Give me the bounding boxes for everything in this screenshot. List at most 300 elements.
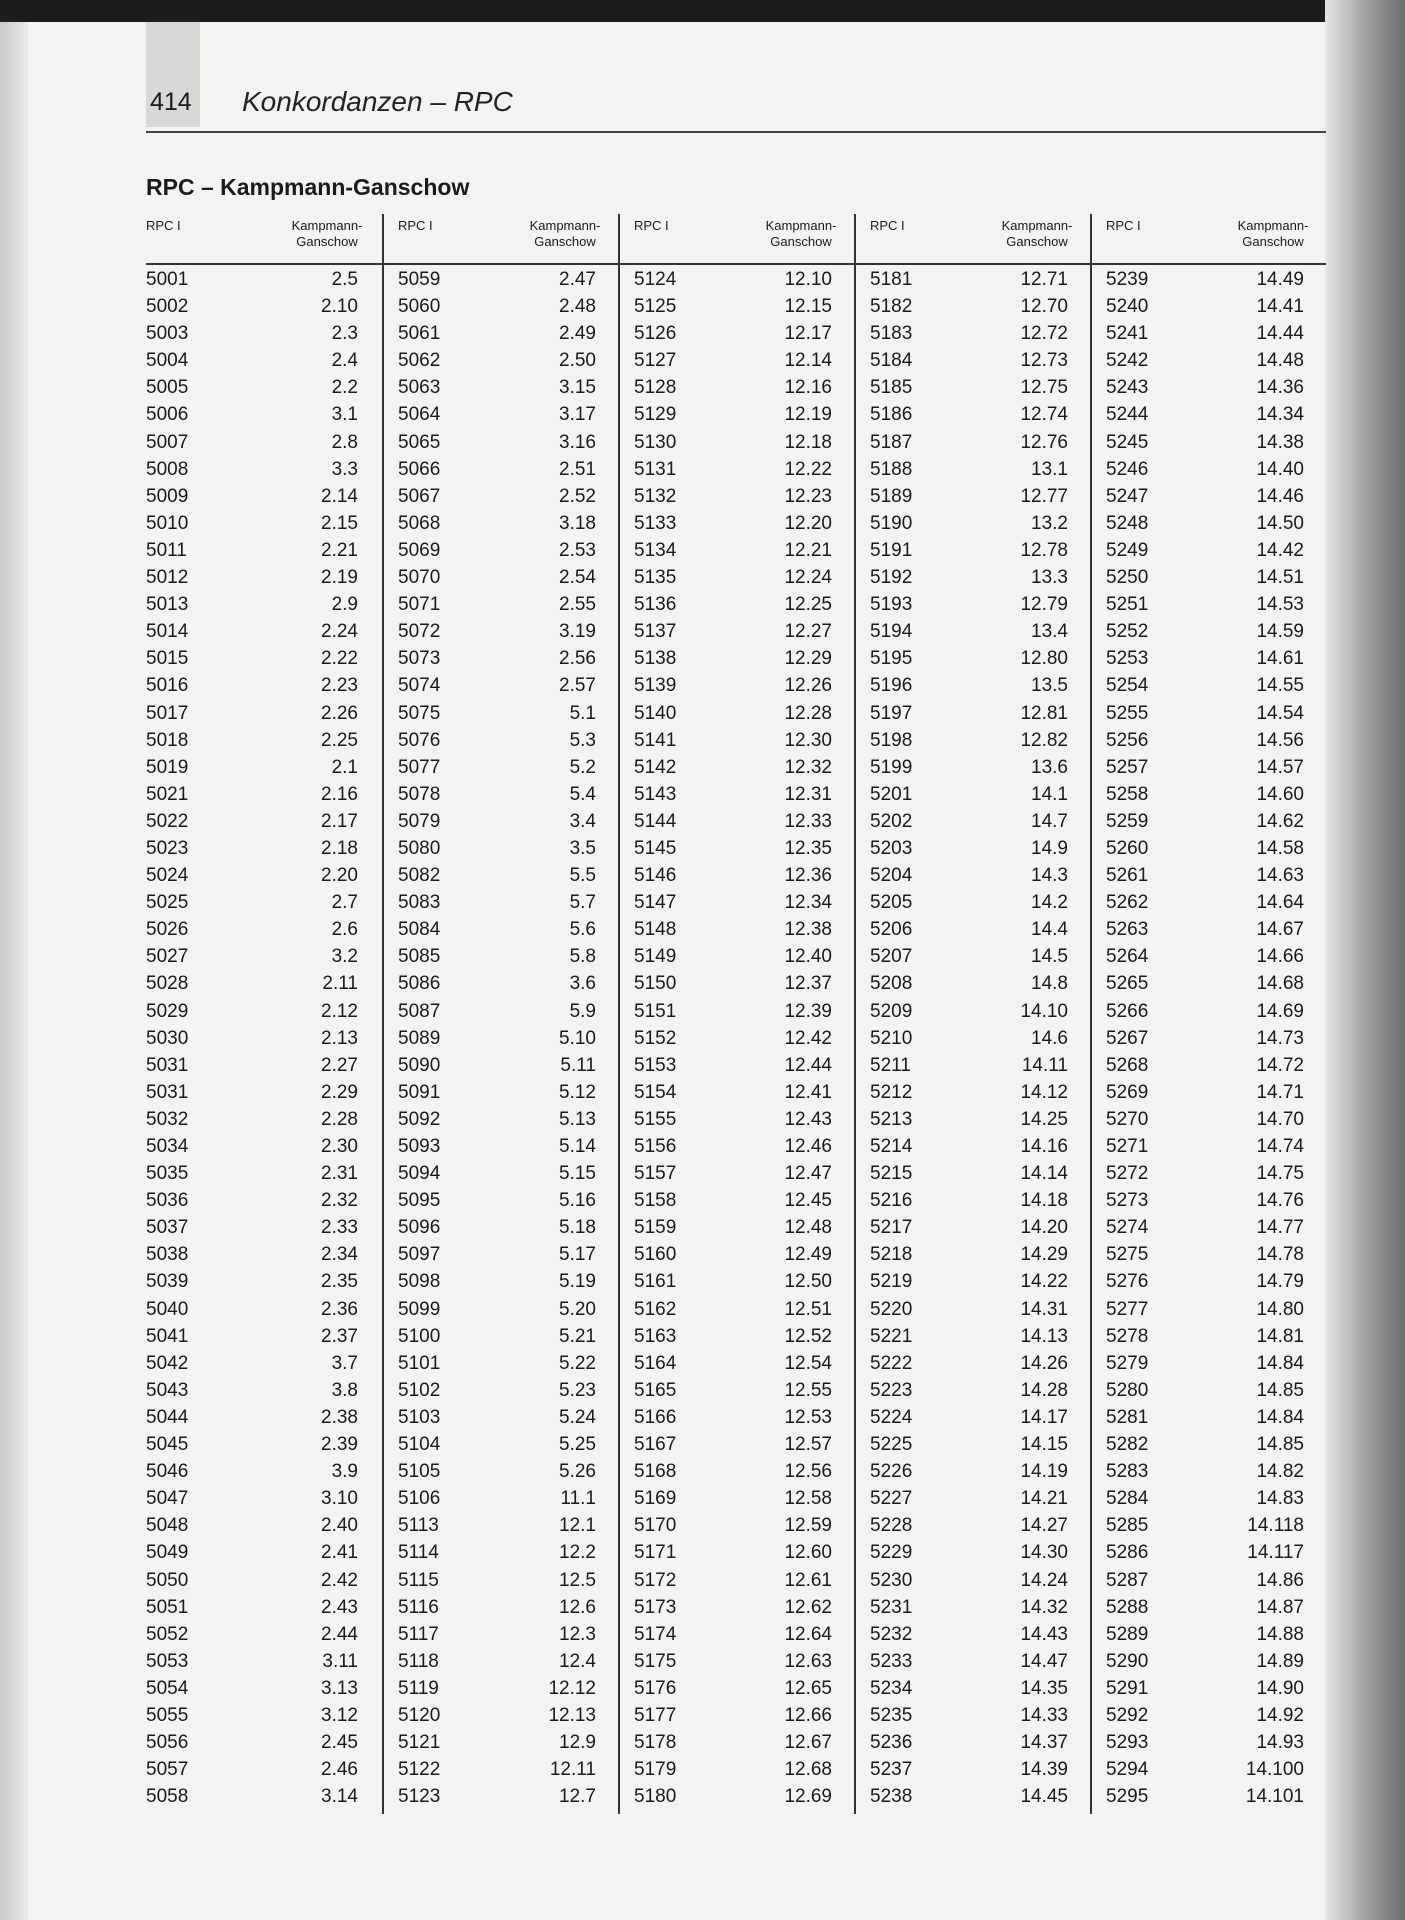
table-row — [620, 1539, 856, 1566]
table-row — [856, 1729, 1092, 1756]
rpc-number: 5168 — [634, 1461, 677, 1483]
table-column — [382, 214, 620, 1814]
table-row — [856, 1404, 1092, 1431]
kg-reference: 14.93 — [1256, 1732, 1304, 1754]
table-row — [146, 1106, 382, 1133]
rpc-number: 5240 — [1106, 296, 1149, 318]
header-kg-label — [272, 218, 382, 250]
rpc-number: 5195 — [870, 648, 913, 670]
kg-reference: 2.39 — [321, 1434, 358, 1456]
table-row — [856, 808, 1092, 835]
kg-reference: 14.34 — [1256, 404, 1304, 426]
kg-reference: 12.64 — [784, 1623, 832, 1645]
rpc-number: 5092 — [398, 1108, 441, 1130]
table-row — [620, 672, 856, 699]
table-row — [1092, 1539, 1328, 1566]
rpc-number: 5075 — [398, 702, 441, 724]
table-row — [1092, 456, 1328, 483]
kg-reference: 14.11 — [1021, 1054, 1068, 1076]
table-row — [146, 1241, 382, 1268]
table-row — [856, 1323, 1092, 1350]
table-row — [146, 889, 382, 916]
book-top-edge — [0, 0, 1405, 22]
kg-reference: 12.10 — [784, 269, 832, 290]
table-row — [620, 862, 856, 889]
table-row — [384, 266, 620, 293]
rpc-number: 5241 — [1106, 323, 1149, 345]
column-header — [1092, 214, 1328, 264]
kg-reference: 12.69 — [784, 1786, 832, 1808]
rpc-number: 5178 — [634, 1732, 677, 1754]
rpc-number: 5267 — [1106, 1027, 1149, 1049]
kg-reference: 12.31 — [784, 783, 832, 805]
table-row — [146, 1404, 382, 1431]
table-row — [146, 1160, 382, 1187]
table-row — [1092, 1431, 1328, 1458]
kg-reference: 12.65 — [784, 1677, 832, 1699]
kg-reference: 14.76 — [1256, 1190, 1304, 1212]
kg-reference: 2.4 — [331, 350, 358, 372]
table-row — [384, 1729, 620, 1756]
table-row — [146, 1025, 382, 1052]
table-row — [146, 347, 382, 374]
rpc-number: 5205 — [870, 892, 913, 914]
rpc-number: 5154 — [634, 1081, 677, 1103]
table-row — [146, 970, 382, 997]
rpc-number: 5053 — [146, 1650, 189, 1672]
table-row — [1092, 1458, 1328, 1485]
kg-reference: 14.92 — [1256, 1704, 1304, 1726]
kg-reference: 2.32 — [321, 1190, 358, 1212]
rpc-number: 5210 — [870, 1027, 913, 1049]
table-row — [384, 564, 620, 591]
kg-reference: 3.4 — [569, 810, 596, 832]
table-row — [1092, 1512, 1328, 1539]
table-row — [146, 591, 382, 618]
rpc-number: 5052 — [146, 1623, 189, 1645]
kg-reference: 14.62 — [1256, 810, 1304, 832]
kg-reference: 5.7 — [569, 892, 596, 914]
rpc-number: 5198 — [870, 729, 913, 751]
table-row — [384, 1594, 620, 1621]
kg-reference: 2.49 — [559, 323, 596, 345]
rpc-number: 5290 — [1106, 1650, 1149, 1672]
header-kg-line2: Ganschow — [770, 234, 832, 249]
table-row — [856, 970, 1092, 997]
table-row — [620, 510, 856, 537]
table-row — [856, 1621, 1092, 1648]
rpc-number: 5185 — [870, 377, 913, 399]
rpc-number: 5072 — [398, 621, 441, 643]
table-row — [620, 1323, 856, 1350]
kg-reference: 14.72 — [1256, 1054, 1304, 1076]
rpc-number: 5032 — [146, 1108, 189, 1130]
kg-reference: 2.29 — [321, 1081, 358, 1103]
rpc-number: 5120 — [398, 1704, 441, 1726]
table-row — [384, 1485, 620, 1512]
kg-reference: 2.30 — [321, 1136, 358, 1157]
table-row — [856, 483, 1092, 510]
kg-reference: 12.67 — [784, 1732, 832, 1754]
header-rpc-label: RPC I — [146, 218, 181, 233]
table-row — [856, 998, 1092, 1025]
kg-reference: 3.2 — [331, 946, 358, 968]
rpc-number: 5229 — [870, 1542, 913, 1564]
table-row — [1092, 537, 1328, 564]
kg-reference: 2.45 — [321, 1732, 358, 1754]
kg-reference: 14.80 — [1256, 1298, 1304, 1320]
rpc-number: 5181 — [870, 269, 913, 290]
kg-reference: 14.84 — [1256, 1406, 1304, 1428]
rpc-number: 5294 — [1106, 1759, 1149, 1781]
kg-reference: 3.7 — [331, 1352, 358, 1374]
table-column — [854, 214, 1092, 1814]
table-row — [620, 591, 856, 618]
column-header — [384, 214, 620, 264]
rpc-number: 5234 — [870, 1677, 913, 1699]
rpc-number: 5206 — [870, 919, 913, 941]
kg-reference: 2.46 — [321, 1759, 358, 1781]
rpc-number: 5104 — [398, 1434, 441, 1456]
kg-reference: 12.52 — [784, 1325, 832, 1347]
kg-reference: 2.24 — [321, 621, 358, 643]
rpc-number: 5246 — [1106, 458, 1149, 480]
table-row — [856, 564, 1092, 591]
table-row — [384, 700, 620, 727]
rpc-number: 5218 — [870, 1244, 913, 1266]
rpc-number: 5121 — [398, 1732, 441, 1754]
table-row — [856, 1702, 1092, 1729]
table-row — [1092, 1106, 1328, 1133]
table-row — [856, 266, 1092, 293]
rpc-number: 5175 — [634, 1650, 677, 1672]
rpc-number: 5050 — [146, 1569, 189, 1591]
kg-reference: 12.18 — [784, 431, 832, 453]
table-row — [620, 781, 856, 808]
kg-reference: 14.61 — [1256, 648, 1304, 670]
table-row — [146, 1133, 382, 1160]
kg-reference: 14.69 — [1256, 1000, 1304, 1022]
kg-reference: 14.53 — [1256, 594, 1304, 616]
kg-reference: 14.13 — [1020, 1325, 1068, 1347]
table-row — [146, 1296, 382, 1323]
kg-reference: 14.89 — [1256, 1650, 1304, 1672]
rpc-number: 5237 — [870, 1759, 913, 1781]
rpc-number: 5146 — [634, 865, 677, 887]
rpc-number: 5005 — [146, 377, 189, 399]
rpc-number: 5202 — [870, 810, 913, 832]
table-row — [384, 537, 620, 564]
running-title: Konkordanzen – RPC — [242, 86, 513, 117]
kg-reference: 12.37 — [784, 973, 832, 995]
kg-reference: 12.82 — [1020, 729, 1068, 751]
kg-reference: 12.27 — [784, 621, 832, 643]
rpc-number: 5085 — [398, 946, 441, 968]
kg-reference: 12.15 — [784, 296, 832, 318]
rpc-number: 5247 — [1106, 485, 1149, 507]
table-row — [384, 943, 620, 970]
rpc-number: 5193 — [870, 594, 913, 616]
kg-reference: 12.7 — [559, 1786, 596, 1808]
kg-reference: 2.56 — [559, 648, 596, 670]
table-row — [856, 1485, 1092, 1512]
rpc-number: 5209 — [870, 1000, 913, 1022]
table-row — [1092, 1350, 1328, 1377]
table-row — [856, 429, 1092, 456]
table-row — [856, 1052, 1092, 1079]
kg-reference: 2.44 — [321, 1623, 358, 1645]
rpc-number: 5233 — [870, 1650, 913, 1672]
header-rule — [146, 131, 1326, 133]
table-row — [856, 591, 1092, 618]
table-row — [1092, 916, 1328, 943]
rpc-number: 5225 — [870, 1434, 913, 1456]
table-row — [856, 1214, 1092, 1241]
rpc-number: 5230 — [870, 1569, 913, 1591]
kg-reference: 12.45 — [784, 1190, 832, 1212]
table-row — [384, 320, 620, 347]
kg-reference: 5.9 — [569, 1000, 596, 1022]
kg-reference: 12.4 — [559, 1650, 596, 1672]
table-row — [1092, 1675, 1328, 1702]
table-row — [146, 1431, 382, 1458]
rpc-number: 5263 — [1106, 919, 1149, 941]
kg-reference: 14.68 — [1256, 973, 1304, 995]
kg-reference: 5.24 — [559, 1406, 596, 1428]
table-column — [618, 214, 856, 1814]
rpc-number: 5068 — [398, 512, 441, 534]
kg-reference: 12.50 — [784, 1271, 832, 1293]
rpc-number: 5054 — [146, 1677, 189, 1699]
table-row — [146, 1052, 382, 1079]
kg-reference: 5.2 — [569, 756, 596, 778]
rpc-number: 5079 — [398, 810, 441, 832]
kg-reference: 13.2 — [1031, 512, 1068, 534]
rpc-number: 5268 — [1106, 1054, 1149, 1076]
table-row — [384, 483, 620, 510]
table-row — [1092, 1783, 1328, 1810]
rpc-number: 5098 — [398, 1271, 441, 1293]
rpc-number: 5189 — [870, 485, 913, 507]
rpc-number: 5061 — [398, 323, 441, 345]
rpc-number: 5019 — [146, 756, 189, 778]
rpc-number: 5029 — [146, 1000, 189, 1022]
kg-reference: 12.25 — [784, 594, 832, 616]
table-row — [1092, 862, 1328, 889]
kg-reference: 14.21 — [1020, 1488, 1068, 1510]
rpc-number: 5126 — [634, 323, 677, 345]
column-rows — [620, 266, 856, 1810]
table-row — [620, 1431, 856, 1458]
table-row — [146, 1675, 382, 1702]
kg-reference: 14.70 — [1256, 1108, 1304, 1130]
rpc-number: 5191 — [870, 539, 913, 561]
rpc-number: 5170 — [634, 1515, 677, 1537]
table-row — [384, 618, 620, 645]
rpc-number: 5171 — [634, 1542, 677, 1564]
kg-reference: 12.68 — [784, 1759, 832, 1781]
rpc-number: 5073 — [398, 648, 441, 670]
rpc-number: 5208 — [870, 973, 913, 995]
kg-reference: 12.49 — [784, 1244, 832, 1266]
table-row — [146, 401, 382, 428]
kg-reference: 14.84 — [1256, 1352, 1304, 1374]
table-row — [1092, 1133, 1328, 1160]
table-row — [856, 1241, 1092, 1268]
kg-reference: 2.51 — [559, 458, 596, 480]
table-row — [856, 1350, 1092, 1377]
table-row — [1092, 1323, 1328, 1350]
rpc-number: 5101 — [398, 1352, 441, 1374]
table-row — [620, 1160, 856, 1187]
rpc-number: 5211 — [870, 1054, 911, 1076]
section-title: RPC – Kampmann-Ganschow — [146, 174, 470, 200]
table-row — [620, 429, 856, 456]
rpc-number: 5105 — [398, 1461, 441, 1483]
table-row — [1092, 1160, 1328, 1187]
kg-reference: 12.32 — [784, 756, 832, 778]
kg-reference: 12.24 — [784, 567, 832, 589]
table-row — [1092, 943, 1328, 970]
kg-reference: 2.52 — [559, 485, 596, 507]
table-row — [384, 998, 620, 1025]
kg-reference: 12.19 — [784, 404, 832, 426]
table-row — [146, 1323, 382, 1350]
kg-reference: 2.57 — [559, 675, 596, 697]
header-rpc-label: RPC I — [870, 218, 905, 233]
kg-reference: 12.48 — [784, 1217, 832, 1239]
rpc-number: 5258 — [1106, 783, 1149, 805]
kg-reference: 14.10 — [1020, 1000, 1068, 1022]
page-header — [146, 84, 1326, 130]
rpc-number: 5163 — [634, 1325, 677, 1347]
table-row — [620, 943, 856, 970]
kg-reference: 14.15 — [1020, 1434, 1068, 1456]
rpc-number: 5197 — [870, 702, 913, 724]
table-row — [620, 537, 856, 564]
rpc-number: 5113 — [398, 1515, 439, 1537]
table-row — [856, 320, 1092, 347]
rpc-number: 5157 — [634, 1163, 677, 1185]
header-rpc-label: RPC I — [398, 218, 433, 233]
rpc-number: 5269 — [1106, 1081, 1149, 1103]
rpc-number: 5119 — [398, 1677, 439, 1699]
table-row — [384, 781, 620, 808]
kg-reference: 14.37 — [1020, 1732, 1068, 1754]
kg-reference: 14.58 — [1256, 837, 1304, 859]
table-row — [1092, 1567, 1328, 1594]
rpc-number: 5095 — [398, 1190, 441, 1212]
kg-reference: 14.51 — [1256, 567, 1304, 589]
kg-reference: 2.16 — [321, 783, 358, 805]
table-row — [384, 862, 620, 889]
table-row — [1092, 672, 1328, 699]
rpc-number: 5204 — [870, 865, 913, 887]
kg-reference: 2.9 — [331, 594, 358, 616]
rpc-number: 5266 — [1106, 1000, 1149, 1022]
kg-reference: 14.16 — [1020, 1136, 1068, 1157]
rpc-number: 5137 — [634, 621, 677, 643]
column-rows — [384, 266, 620, 1810]
table-row — [1092, 1404, 1328, 1431]
table-row — [384, 1214, 620, 1241]
kg-reference: 5.3 — [569, 729, 596, 751]
table-row — [856, 781, 1092, 808]
kg-reference: 12.78 — [1020, 539, 1068, 561]
rpc-number: 5084 — [398, 919, 441, 941]
table-row — [1092, 1621, 1328, 1648]
kg-reference: 12.59 — [784, 1515, 832, 1537]
rpc-number: 5174 — [634, 1623, 677, 1645]
rpc-number: 5028 — [146, 973, 189, 995]
kg-reference: 12.14 — [784, 350, 832, 372]
table-row — [1092, 564, 1328, 591]
table-row — [620, 1485, 856, 1512]
kg-reference: 14.48 — [1256, 350, 1304, 372]
kg-reference: 12.72 — [1020, 323, 1068, 345]
kg-reference: 12.73 — [1020, 350, 1068, 372]
table-row — [1092, 293, 1328, 320]
kg-reference: 5.25 — [559, 1434, 596, 1456]
table-row — [1092, 1729, 1328, 1756]
kg-reference: 2.34 — [321, 1244, 358, 1266]
table-row — [856, 943, 1092, 970]
header-kg-line2: Ganschow — [296, 234, 358, 249]
kg-reference: 3.3 — [331, 458, 358, 480]
table-row — [146, 483, 382, 510]
kg-reference: 2.2 — [331, 377, 358, 399]
kg-reference: 14.14 — [1020, 1163, 1068, 1185]
kg-reference: 14.75 — [1256, 1163, 1304, 1185]
rpc-number: 5097 — [398, 1244, 441, 1266]
kg-reference: 14.31 — [1020, 1298, 1068, 1320]
header-rpc-label: RPC I — [634, 218, 669, 233]
table-row — [620, 889, 856, 916]
rpc-number: 5251 — [1106, 594, 1149, 616]
table-row — [1092, 754, 1328, 781]
kg-reference: 2.1 — [331, 756, 358, 778]
kg-reference: 12.38 — [784, 919, 832, 941]
table-row — [856, 510, 1092, 537]
kg-reference: 5.6 — [569, 919, 596, 941]
table-row — [384, 1133, 620, 1160]
table-row — [620, 564, 856, 591]
kg-reference: 12.43 — [784, 1108, 832, 1130]
kg-reference: 14.59 — [1256, 621, 1304, 643]
kg-reference: 2.6 — [331, 919, 358, 941]
table-row — [146, 429, 382, 456]
table-row — [620, 835, 856, 862]
kg-reference: 13.3 — [1031, 567, 1068, 589]
header-kg-line2: Ganschow — [534, 234, 596, 249]
kg-reference: 2.8 — [331, 431, 358, 453]
table-row — [146, 1648, 382, 1675]
column-rows — [1092, 266, 1328, 1810]
rpc-number: 5236 — [870, 1732, 913, 1754]
kg-reference: 2.25 — [321, 729, 358, 751]
rpc-number: 5232 — [870, 1623, 913, 1645]
table-row — [384, 1241, 620, 1268]
table-row — [384, 1052, 620, 1079]
rpc-number: 5041 — [146, 1325, 189, 1347]
header-kg-line1: Kampmann- — [529, 218, 601, 233]
table-row — [620, 1296, 856, 1323]
table-row — [146, 1702, 382, 1729]
table-column — [146, 214, 382, 1814]
table-row — [384, 1702, 620, 1729]
table-row — [146, 1567, 382, 1594]
kg-reference: 14.100 — [1245, 1759, 1304, 1781]
